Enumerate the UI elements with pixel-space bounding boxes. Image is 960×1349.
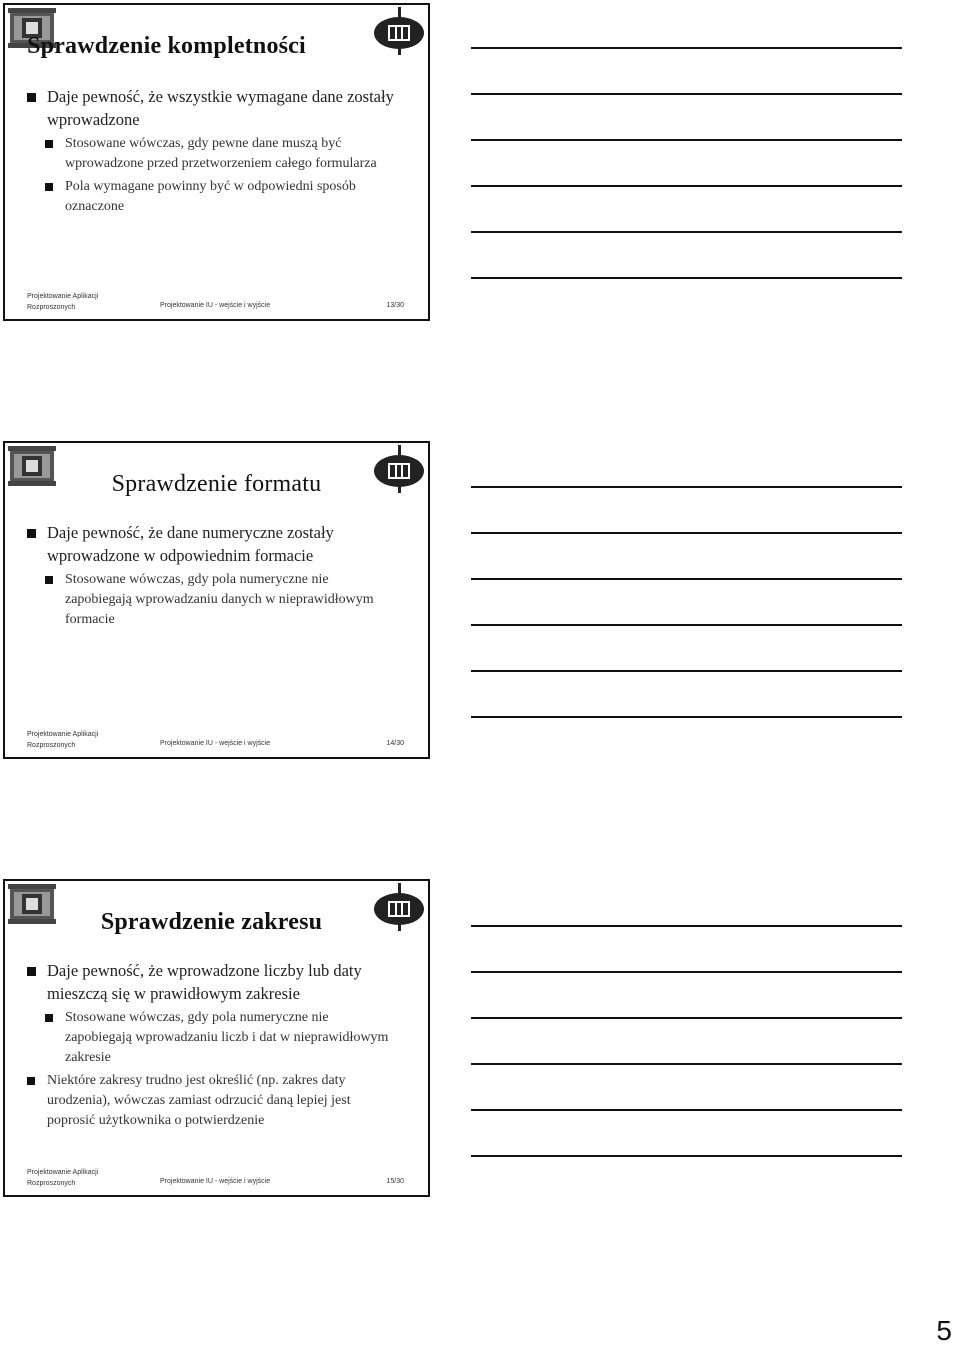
note-line bbox=[471, 1017, 902, 1019]
page-number: 5 bbox=[936, 1315, 952, 1346]
bullet: Daje pewność, że dane numeryczne zostały wprowadzone w odpowiednim formacie bbox=[25, 521, 398, 567]
note-line bbox=[471, 1063, 902, 1065]
sub-bullet: Stosowane wówczas, gdy pola numeryczne nie zapobiegają wprowadzaniu liczb i dat w nieprawidłowym zakresie bbox=[43, 1008, 398, 1068]
footer-slide-number: 15/30 bbox=[386, 1178, 404, 1185]
slide-14 bbox=[3, 441, 430, 759]
note-line bbox=[471, 716, 902, 718]
slide-title: Sprawdzenie formatu bbox=[111, 471, 322, 497]
sub-bullet: Stosowane wówczas, gdy pola numeryczne nie zapobiegają wprowadzaniu danych w nieprawidłowym formacie bbox=[43, 570, 398, 630]
slide-title: Sprawdzenie zakresu bbox=[100, 909, 323, 935]
note-line bbox=[471, 532, 902, 534]
sub-bullet: Stosowane wówczas, gdy pewne dane muszą być wprowadzone przed przetworzeniem całego formularza bbox=[43, 134, 398, 174]
note-line bbox=[471, 93, 902, 95]
footer-course: Projektowanie Aplikacji Rozproszonych bbox=[27, 1169, 99, 1187]
bullet: Daje pewność, że wprowadzone liczby lub daty mieszczą się w prawidłowym zakresie bbox=[25, 959, 398, 1005]
footer-topic: Projektowanie IU - wejście i wyjście bbox=[160, 1178, 271, 1185]
footer-slide-number: 14/30 bbox=[386, 740, 404, 747]
footer-course: Projektowanie Aplikacji Rozproszonych bbox=[27, 731, 99, 749]
note-line bbox=[471, 1155, 902, 1157]
footer-topic: Projektowanie IU - wejście i wyjście bbox=[160, 302, 271, 309]
sub-bullet: Niektóre zakresy trudno jest określić (np. zakres daty urodzenia), wówczas zamiast odrzucić daną lepiej jest poprosić użytkownika o potwierdzenie bbox=[25, 1071, 398, 1131]
bullet: Daje pewność, że wszystkie wymagane dane zostały wprowadzone bbox=[25, 85, 398, 131]
note-line bbox=[471, 578, 902, 580]
note-line bbox=[471, 139, 902, 141]
note-line bbox=[471, 277, 902, 279]
footer-course: Projektowanie Aplikacji Rozproszonych bbox=[27, 293, 99, 311]
slide-13 bbox=[3, 3, 430, 321]
note-line bbox=[471, 624, 902, 626]
note-line bbox=[471, 971, 902, 973]
slide-footer bbox=[27, 1167, 404, 1189]
note-line bbox=[471, 231, 902, 233]
slide-15 bbox=[3, 879, 430, 1197]
note-line bbox=[471, 486, 902, 488]
slide-footer bbox=[27, 291, 404, 313]
note-line bbox=[471, 185, 902, 187]
note-line bbox=[471, 1109, 902, 1111]
sub-bullet: Pola wymagane powinny być w odpowiedni sposób oznaczone bbox=[43, 177, 398, 217]
note-line bbox=[471, 47, 902, 49]
slide-title: Sprawdzenie kompletności bbox=[27, 33, 306, 59]
note-line bbox=[471, 925, 902, 927]
footer-topic: Projektowanie IU - wejście i wyjście bbox=[160, 740, 271, 747]
slide-footer bbox=[27, 729, 404, 751]
note-line bbox=[471, 670, 902, 672]
footer-slide-number: 13/30 bbox=[386, 302, 404, 309]
